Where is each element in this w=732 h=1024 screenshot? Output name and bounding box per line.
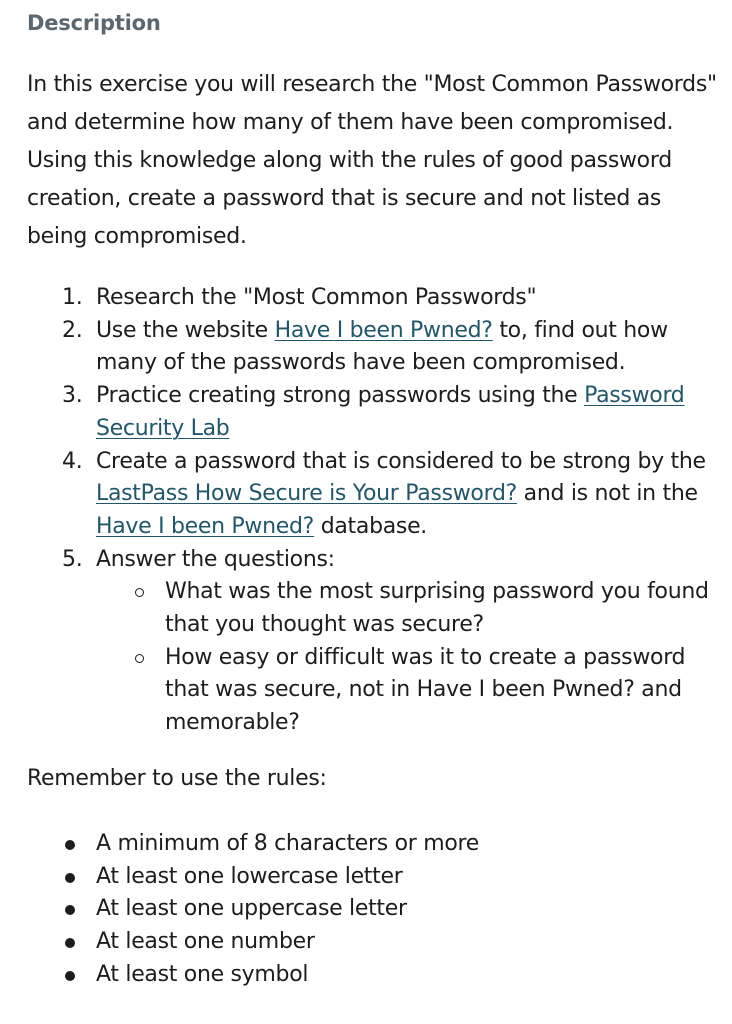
lastpass-link[interactable]: LastPass How Secure is Your Password? [96,481,517,507]
step-text: Create a password that is considered to be strong by the [96,448,706,474]
step-number: 2. [62,317,83,343]
step-text: Practice creating strong passwords using the [96,383,585,409]
rule-item [27,828,717,861]
bullet-icon [65,971,75,981]
step-text: Answer the questions: [96,546,335,572]
step-number: 3. [62,383,83,409]
step-item [27,544,717,740]
circle-bullet-icon [135,588,144,597]
question-item [96,576,717,641]
intro-paragraph: In this exercise you will research the "Most Common Passwords" and determine how many of them have been compromised. Using this knowledge along with the rules of good password creation, create a password that is secure and not listed as being compromised. [27,72,717,249]
step-text: Research the "Most Common Passwords" [96,285,537,310]
steps-list [27,282,717,740]
rule-text: At least one symbol [96,961,309,987]
rule-text: At least one number [96,929,315,955]
step-text: and is not in the [516,481,698,507]
rule-text: At least one uppercase letter [96,896,407,922]
bullet-icon [65,905,75,915]
rules-list [27,828,717,992]
have-i-been-pwned-link[interactable]: Have I been Pwned? [96,513,315,539]
question-text: What was the most surprising password you found that you thought was secure? [165,579,709,638]
step-number: 1. [62,285,83,310]
step-item [27,380,717,445]
rule-item [27,893,717,926]
have-i-been-pwned-link[interactable]: Have I been Pwned? [274,317,493,343]
step-number: 4. [62,448,83,474]
rule-item [27,959,717,992]
questions-list [96,576,717,740]
step-item [27,446,717,544]
step-text: database. [314,513,427,539]
rule-item [27,926,717,959]
rule-text: At least one lowercase letter [96,863,403,889]
step-number: 5. [62,546,83,572]
step-item [27,282,717,315]
rule-text: A minimum of 8 characters or more [96,831,480,856]
section-heading: Description [27,11,161,35]
password-security-lab-link[interactable]: Password Security Lab [96,383,685,441]
rules-intro: Remember to use the rules: [27,766,327,791]
step-text: Use the website [96,317,275,343]
question-item [96,642,717,740]
bullet-icon [65,938,75,948]
question-text: How easy or difficult was it to create a password that was secure, not in Have I been Pwned? and memorable? [165,644,686,736]
rule-item [27,861,717,894]
step-text: to, find out how many of the passwords have been compromised. [96,317,668,376]
bullet-icon [65,840,75,850]
step-item [27,315,717,380]
circle-bullet-icon [135,654,144,663]
bullet-icon [65,873,75,883]
